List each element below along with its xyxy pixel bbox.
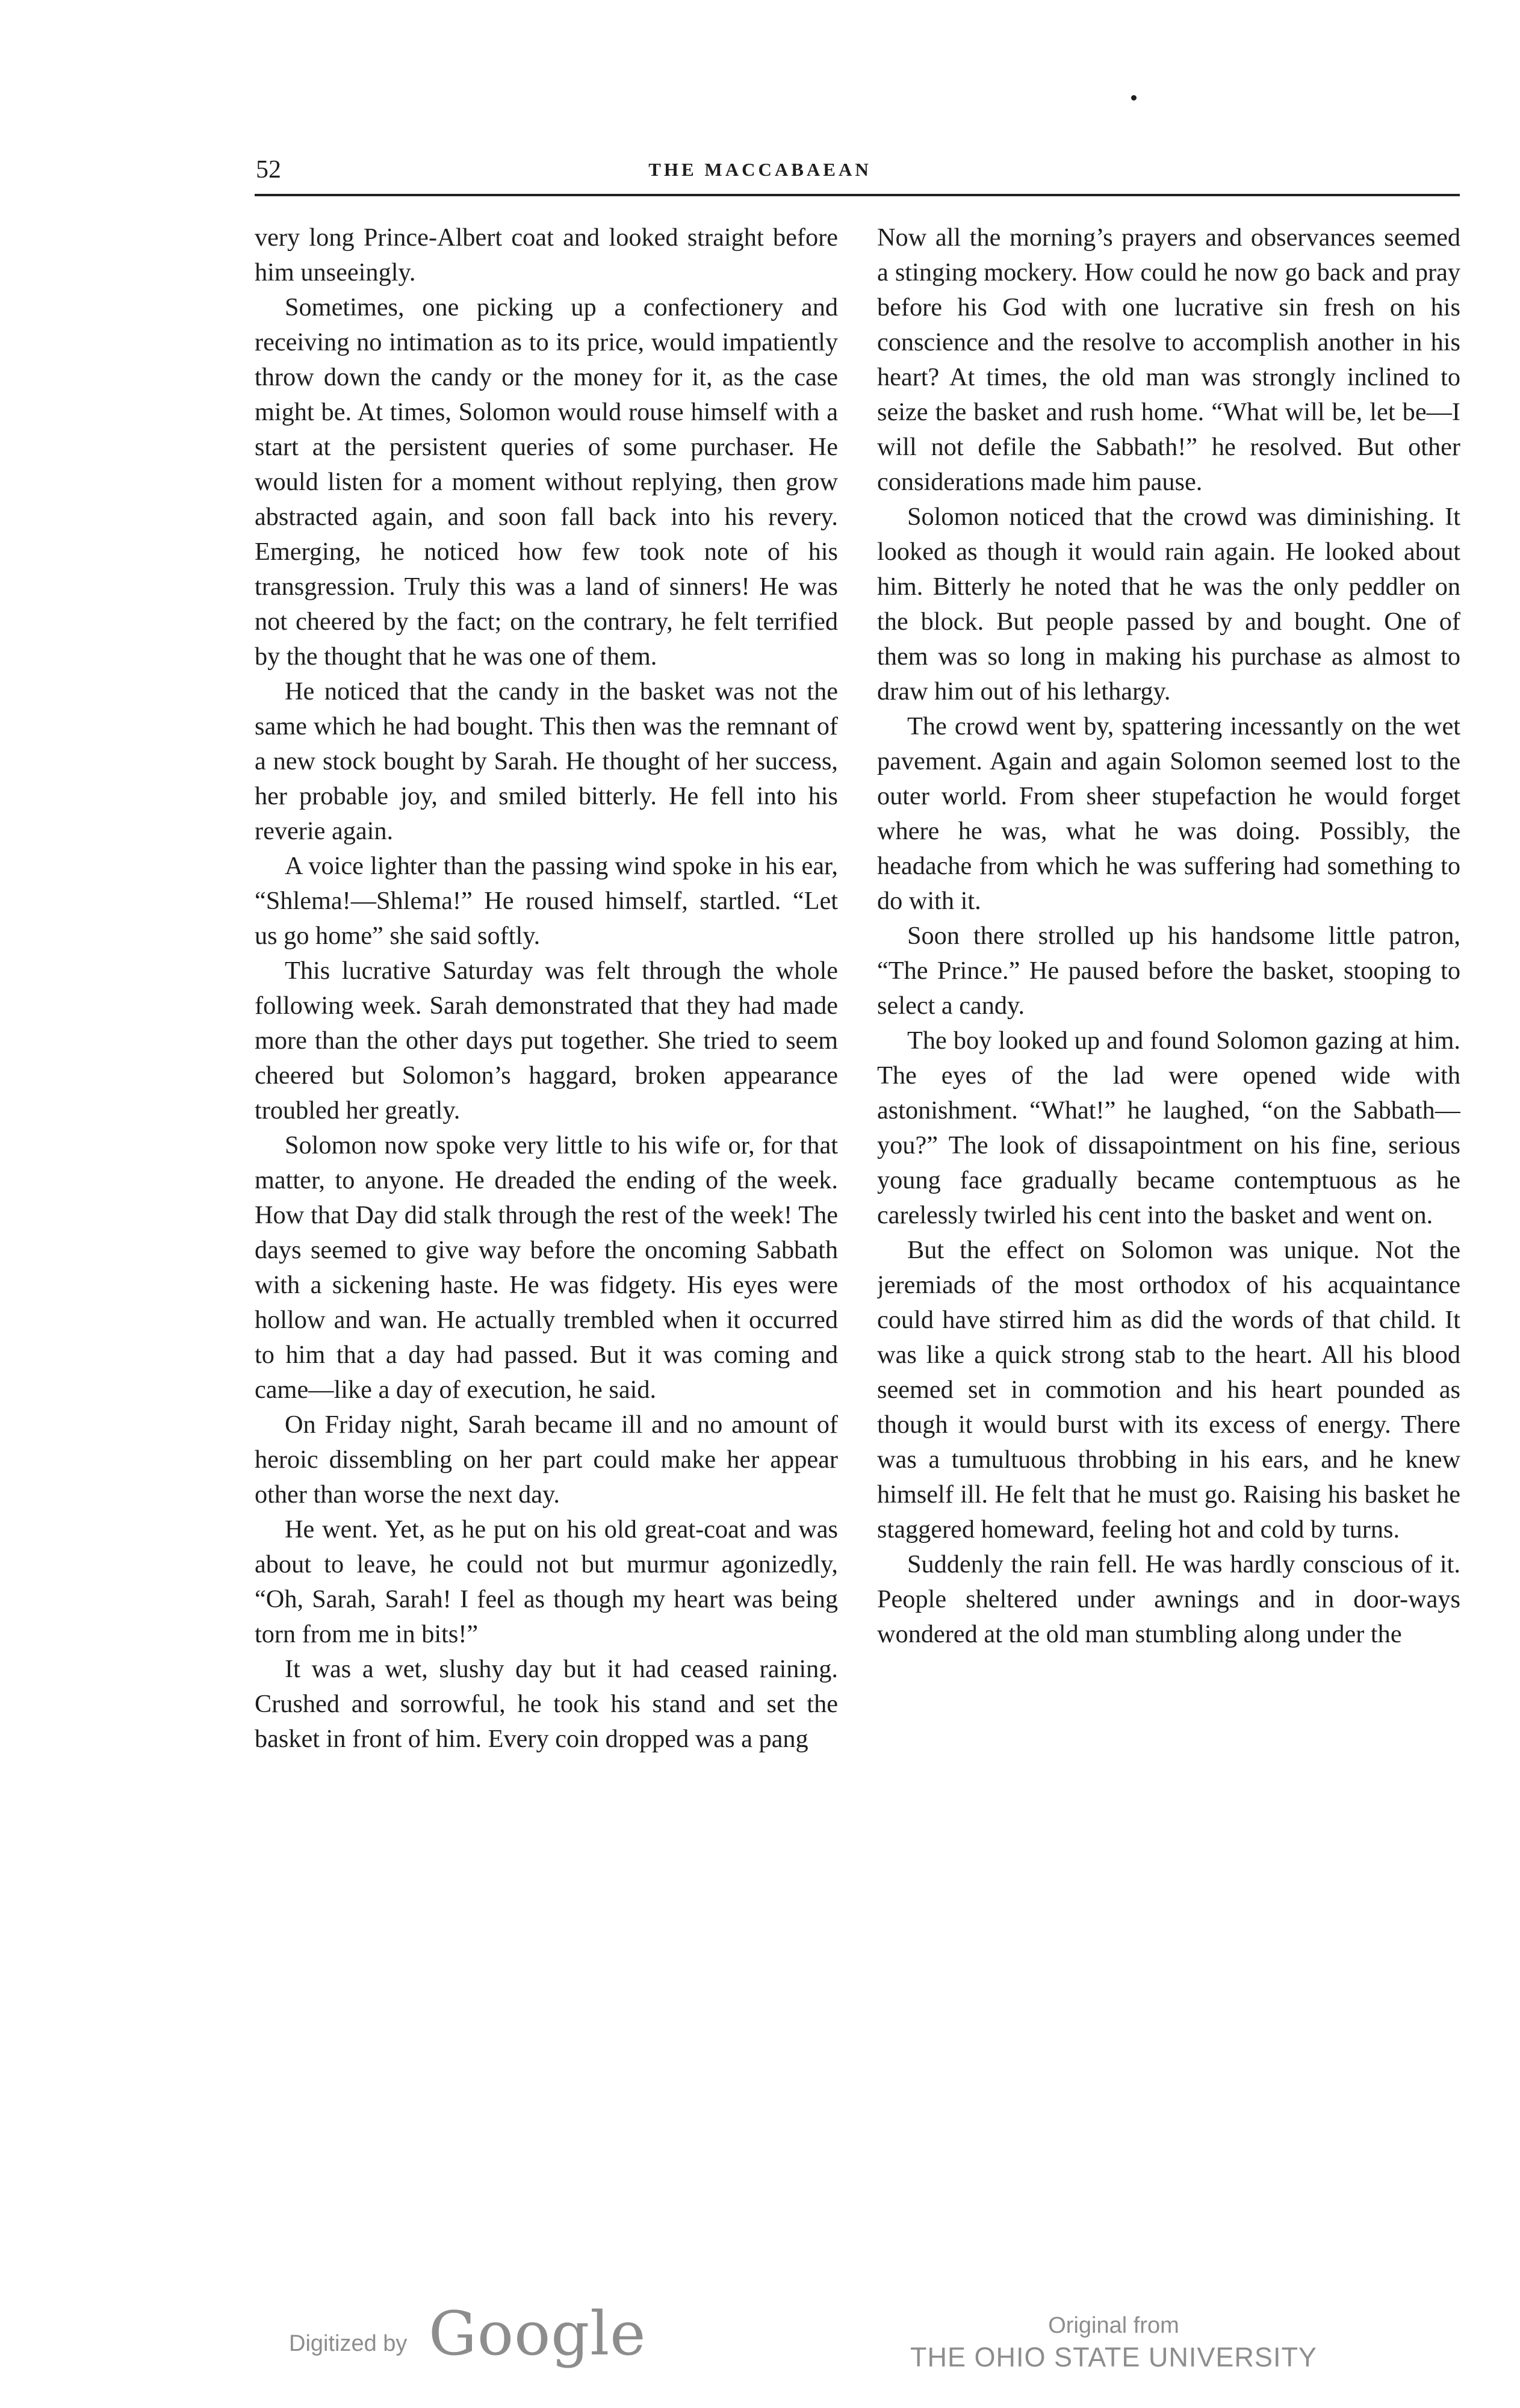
paragraph: very long Prince-Albert coat and looked straight before him unseeingly. — [255, 223, 838, 287]
paragraph: A voice lighter than the passing wind spoke in his ear, “Shlema!—Shlema!” He roused himself, startled. “Let us go home” she said softly. — [255, 852, 838, 950]
paragraph: Solomon now spoke very little to his wife or, for that matter, to anyone. He dreaded the ending of the week. How that Day did stalk through the rest of the week! The days seemed to give way before the oncoming Sabbath with a sickening haste. He was fidgety. His eyes were hollow and wan. He actually trembled when it occurred to him that a day had passed. But it was coming and came—like a day of execution, he said. — [255, 1131, 838, 1404]
paragraph: On Friday night, Sarah became ill and no amount of heroic dissembling on her part could make her appear other than worse the next day. — [255, 1410, 838, 1509]
google-logo: Google — [429, 2298, 647, 2369]
paragraph: Soon there strolled up his handsome little patron, “The Prince.” He paused before the basket, stooping to select a candy. — [877, 922, 1460, 1020]
paragraph: Suddenly the rain fell. He was hardly conscious of it. People sheltered under awnings and in door-ways wondered at the old man stumbling along under the — [877, 1550, 1460, 1648]
paragraph: Solomon noticed that the crowd was diminishing. It looked as though it would rain again. He looked about him. Bitterly he noted that he was the only peddler on the block. But people passed by and bought. One of them was so long in making his purchase as almost to draw him out of his lethargy. — [877, 503, 1460, 706]
paragraph: Now all the morning’s prayers and observances seemed a stinging mockery. How could he now go back and pray before his God with one lucrative sin fresh on his conscience and the resolve to accomplish another in his heart? At times, the old man was strongly inclined to seize the basket and rush home. “What will be, let be—I will not defile the Sabbath!” he resolved. But other considerations made him pause. — [877, 223, 1460, 496]
running-title: THE MACCABAEAN — [648, 159, 872, 180]
paragraph: He went. Yet, as he put on his old great-coat and was about to leave, he could not but murmur agonizedly, “Oh, Sarah, Sarah! I feel as though my heart was being torn from me in bits!” — [255, 1515, 838, 1648]
digitization-footer — [0, 2276, 1520, 2408]
ink-speck — [1131, 95, 1137, 101]
source-credit — [843, 2310, 1385, 2374]
paragraph: Sometimes, one picking up a confectionery and receiving no intimation as to its price, would impatiently throw down the candy or the money for it, as the case might be. At times, Solomon would rouse himself with a start at the persistent queries of some purchaser. He would listen for a moment without replying, then grow abstracted again, and soon fall back into his revery. Emerging, he noticed how few took note of his transgression. Truly this was a land of sinners! He was not cheered by the fact; on the contrary, he felt terrified by the thought that he was one of them. — [255, 293, 838, 671]
paragraph: The crowd went by, spattering incessantly on the wet pavement. Again and again Solomon seemed lost to the outer world. From sheer stupefaction he would forget where he was, what he was doing. Possibly, the headache from which he was suffering had something to do with it. — [877, 712, 1460, 915]
paragraph: It was a wet, slushy day but it had ceased raining. Crushed and sorrowful, he took his stand and set the basket in front of him. Every coin dropped was a pang — [255, 1655, 838, 1753]
page-header — [0, 152, 1520, 188]
source-name: THE OHIO STATE UNIVERSITY — [910, 2342, 1317, 2372]
right-column — [877, 220, 1460, 2243]
digitized-by-label: Digitized by — [289, 2331, 408, 2356]
paragraph: He noticed that the candy in the basket was not the same which he had bought. This then was the remnant of a new stock bought by Sarah. He thought of her success, her probable joy, and smiled bitterly. He fell into his reverie again. — [255, 677, 838, 845]
source-label: Original from — [1048, 2313, 1179, 2338]
page-number: 52 — [256, 156, 281, 184]
paragraph: This lucrative Saturday was felt through the whole following week. Sarah demonstrated that they had made more than the other days put together. She tried to seem cheered but Solomon’s haggard, broken appearance troubled her greatly. — [255, 957, 838, 1125]
paragraph: The boy looked up and found Solomon gazing at him. The eyes of the lad were opened wide with astonishment. “What!” he laughed, “on the Sabbath—you?” The look of dissapointment on his fine, serious young face gradually became contemptuous as he carelessly twirled his cent into the basket and went on. — [877, 1026, 1460, 1229]
left-column — [255, 220, 838, 2243]
header-rule — [255, 194, 1460, 196]
paragraph: But the effect on Solomon was unique. Not the jeremiads of the most orthodox of his acquaintance could have stirred him as did the words of that child. It was like a quick strong stab to the heart. All his blood seemed set in commotion and his heart pounded as though it would burst with its excess of energy. There was a tumultuous throbbing in his ears, and he knew himself ill. He felt that he must go. Raising his basket he staggered homeward, feeling hot and cold by turns. — [877, 1236, 1460, 1544]
